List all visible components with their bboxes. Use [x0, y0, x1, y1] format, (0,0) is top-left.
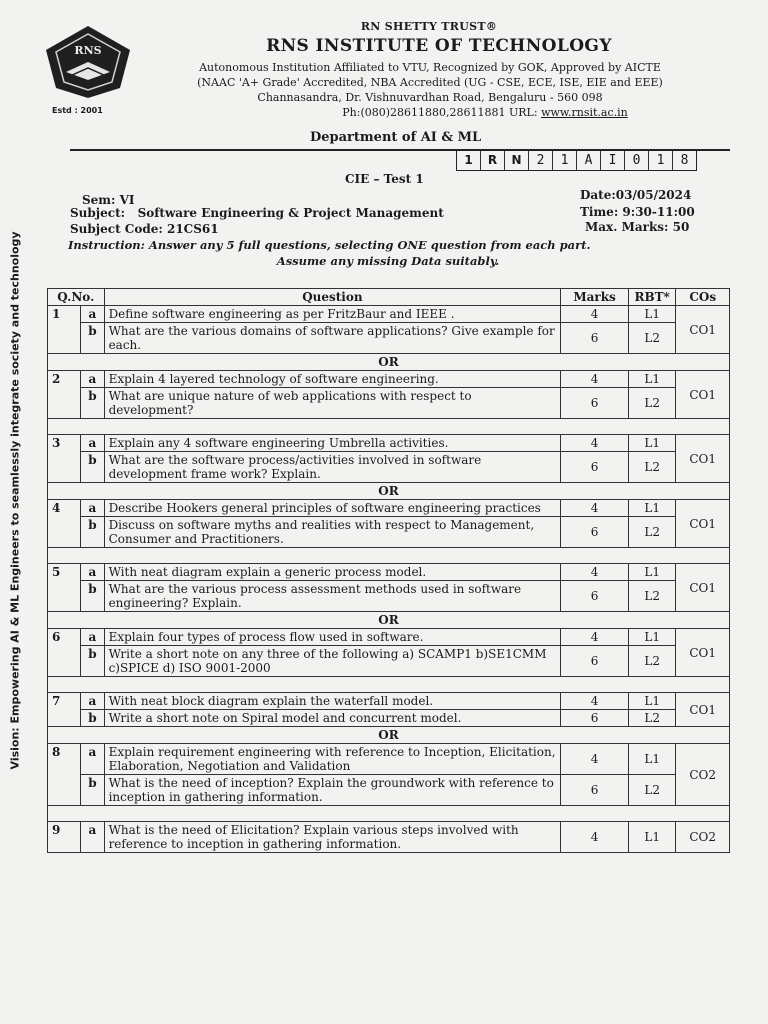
sub-question-label: b [81, 775, 104, 806]
table-row [48, 323, 730, 354]
phone-text: Ph:(080)28611880,28611881 URL: [342, 106, 542, 119]
subject-code: Subject Code: 21CS61 [70, 222, 219, 236]
department-title: Department of AI & ML [310, 130, 482, 145]
question-text: Define software engineering as per FritzBaur and IEEE . [104, 306, 561, 323]
question-number: 6 [48, 629, 81, 677]
instruction-line: Assume any missing Data suitably. [276, 254, 500, 268]
question-text: Describe Hookers general principles of software engineering practices [104, 500, 561, 517]
usn-char: 1 [648, 151, 672, 170]
table-row [48, 822, 730, 853]
question-number: 7 [48, 693, 81, 727]
table-row [48, 581, 730, 612]
question-text: Discuss on software myths and realities with respect to Management, Consumer and Practitioners. [104, 517, 561, 548]
instructions [68, 237, 708, 269]
marks-cell: 6 [561, 710, 629, 727]
co-cell: CO1 [676, 500, 730, 548]
question-number: 3 [48, 435, 81, 483]
sub-question-label: b [81, 452, 104, 483]
subject-name: Software Engineering & Project Management [137, 206, 444, 220]
semester: Sem: VI [82, 193, 135, 207]
established-year: Estd : 2001 [52, 106, 103, 115]
or-label: OR [48, 612, 730, 629]
table-row [48, 500, 730, 517]
marks-cell: 6 [561, 323, 629, 354]
subject [70, 206, 444, 220]
question-text: With neat diagram explain a generic process model. [104, 564, 561, 581]
question-text: Explain 4 layered technology of software engineering. [104, 371, 561, 388]
question-text: What are the various domains of software applications? Give example for each. [104, 323, 561, 354]
sub-question-label: a [81, 564, 104, 581]
rbt-cell: L2 [628, 775, 675, 806]
rbt-cell: L2 [628, 323, 675, 354]
question-table [47, 288, 730, 853]
co-cell: CO2 [676, 744, 730, 806]
rbt-cell: L1 [628, 500, 675, 517]
sub-question-label: a [81, 371, 104, 388]
table-row [48, 646, 730, 677]
marks-cell: 6 [561, 646, 629, 677]
question-text: Write a short note on Spiral model and concurrent model. [104, 710, 561, 727]
usn-boxes [456, 150, 697, 171]
table-row [48, 775, 730, 806]
question-text: Explain requirement engineering with reference to Inception, Elicitation, Elaboration, Negotiation and Validation [104, 744, 561, 775]
question-text: What is the need of Elicitation? Explain various steps involved with reference to inception in gathering information. [104, 822, 561, 853]
spacer-row [48, 548, 730, 564]
header-cos: COs [676, 289, 730, 306]
header-qno: Q.No. [48, 289, 105, 306]
or-row [48, 727, 730, 744]
usn-char: 1 [464, 153, 473, 167]
co-cell: CO1 [676, 564, 730, 612]
table-row [48, 388, 730, 419]
marks-cell: 4 [561, 629, 629, 646]
table-row [48, 435, 730, 452]
rbt-cell: L2 [628, 710, 675, 727]
or-row [48, 612, 730, 629]
or-label: OR [48, 483, 730, 500]
table-header-row [48, 289, 730, 306]
co-cell: CO1 [676, 371, 730, 419]
or-row [48, 483, 730, 500]
marks-cell: 6 [561, 388, 629, 419]
marks-cell: 4 [561, 822, 629, 853]
marks-cell: 4 [561, 744, 629, 775]
usn-char: 0 [624, 151, 648, 170]
table-row [48, 306, 730, 323]
sub-question-label: b [81, 517, 104, 548]
marks-cell: 6 [561, 775, 629, 806]
sub-question-label: a [81, 822, 104, 853]
table-row [48, 452, 730, 483]
usn-char: 2 [528, 151, 552, 170]
header-rbt: RBT* [628, 289, 675, 306]
co-cell: CO1 [676, 693, 730, 727]
usn-char: 8 [672, 151, 696, 170]
rbt-cell: L1 [628, 564, 675, 581]
website-link[interactable]: www.rnsit.ac.in [541, 106, 628, 119]
usn-char: A [576, 151, 600, 170]
rbt-cell: L2 [628, 581, 675, 612]
or-label: OR [48, 727, 730, 744]
trust-name: RN SHETTY TRUST® [360, 20, 498, 33]
marks-cell: 4 [561, 564, 629, 581]
sub-question-label: a [81, 629, 104, 646]
marks-cell: 4 [561, 306, 629, 323]
contact-line [260, 105, 710, 120]
marks-cell: 4 [561, 693, 629, 710]
marks-cell: 4 [561, 371, 629, 388]
question-number: 9 [48, 822, 81, 853]
spacer-row [48, 419, 730, 435]
vision-statement: Vision: Empowering AI & ML Engineers to seamlessly integrate society and technology [8, 231, 22, 770]
question-number: 1 [48, 306, 81, 354]
institute-name: RNS INSTITUTE OF TECHNOLOGY [266, 36, 612, 56]
sub-question-label: b [81, 323, 104, 354]
exam-title: CIE – Test 1 [345, 172, 424, 186]
question-number: 8 [48, 744, 81, 806]
question-number: 2 [48, 371, 81, 419]
svg-text:RNS: RNS [74, 44, 102, 57]
instruction-line: Instruction: Answer any 5 full questions, selecting ONE question from each part. [68, 238, 591, 252]
header-marks: Marks [561, 289, 629, 306]
sub-question-label: a [81, 435, 104, 452]
table-row [48, 371, 730, 388]
sub-question-label: a [81, 306, 104, 323]
question-text: Explain four types of process flow used in software. [104, 629, 561, 646]
co-cell: CO1 [676, 629, 730, 677]
or-label: OR [48, 354, 730, 371]
accreditation-line: (NAAC 'A+ Grade' Accredited, NBA Accredited (UG - CSE, ECE, ISE, EIE and EEE) [197, 76, 663, 89]
question-number: 4 [48, 500, 81, 548]
marks-cell: 4 [561, 435, 629, 452]
question-text: Explain any 4 software engineering Umbrella activities. [104, 435, 561, 452]
spacer-row [48, 806, 730, 822]
rbt-cell: L1 [628, 822, 675, 853]
table-row [48, 564, 730, 581]
table-row [48, 629, 730, 646]
question-text: What are the software process/activities involved in software development frame work? Explain. [104, 452, 561, 483]
address-line: Channasandra, Dr. Vishnuvardhan Road, Bengaluru - 560 098 [257, 91, 603, 104]
rbt-cell: L1 [628, 629, 675, 646]
subject-label: Subject: [70, 206, 126, 220]
rbt-cell: L1 [628, 693, 675, 710]
affiliation-line: Autonomous Institution Affiliated to VTU, Recognized by GOK, Approved by AICTE [199, 61, 661, 74]
table-row [48, 710, 730, 727]
spacer-cell [48, 548, 730, 564]
header-question: Question [104, 289, 561, 306]
usn-char: N [504, 151, 528, 170]
max-marks: Max. Marks: 50 [585, 220, 690, 234]
rbt-cell: L1 [628, 371, 675, 388]
table-row [48, 744, 730, 775]
co-cell: CO1 [676, 306, 730, 354]
spacer-row [48, 677, 730, 693]
exam-date: Date:03/05/2024 [580, 188, 692, 202]
question-text: With neat block diagram explain the waterfall model. [104, 693, 561, 710]
co-cell: CO1 [676, 435, 730, 483]
sub-question-label: b [81, 710, 104, 727]
usn-char: R [480, 151, 504, 170]
marks-cell: 6 [561, 581, 629, 612]
exam-time: Time: 9:30-11:00 [580, 205, 695, 219]
rbt-cell: L1 [628, 306, 675, 323]
table-row [48, 517, 730, 548]
marks-cell: 6 [561, 452, 629, 483]
question-text: What is the need of inception? Explain the groundwork with reference to inception in gathering information. [104, 775, 561, 806]
question-text: Write a short note on any three of the following a) SCAMP1 b)SE1CMM c)SPICE d) ISO 9001-2000 [104, 646, 561, 677]
sub-question-label: b [81, 581, 104, 612]
marks-cell: 6 [561, 517, 629, 548]
marks-cell: 4 [561, 500, 629, 517]
sub-question-label: b [81, 646, 104, 677]
rbt-cell: L2 [628, 646, 675, 677]
table-row [48, 693, 730, 710]
or-row [48, 354, 730, 371]
rbt-cell: L2 [628, 452, 675, 483]
sub-question-label: b [81, 388, 104, 419]
spacer-cell [48, 419, 730, 435]
co-cell: CO2 [676, 822, 730, 853]
question-text: What are unique nature of web applications with respect to development? [104, 388, 561, 419]
usn-char: I [600, 151, 624, 170]
rbt-cell: L2 [628, 388, 675, 419]
usn-char: 1 [552, 151, 576, 170]
question-text: What are the various process assessment methods used in software engineering? Explain. [104, 581, 561, 612]
sub-question-label: a [81, 693, 104, 710]
spacer-cell [48, 677, 730, 693]
sub-question-label: a [81, 500, 104, 517]
sub-question-label: a [81, 744, 104, 775]
rbt-cell: L2 [628, 517, 675, 548]
question-number: 5 [48, 564, 81, 612]
spacer-cell [48, 806, 730, 822]
rbt-cell: L1 [628, 435, 675, 452]
rbt-cell: L1 [628, 744, 675, 775]
